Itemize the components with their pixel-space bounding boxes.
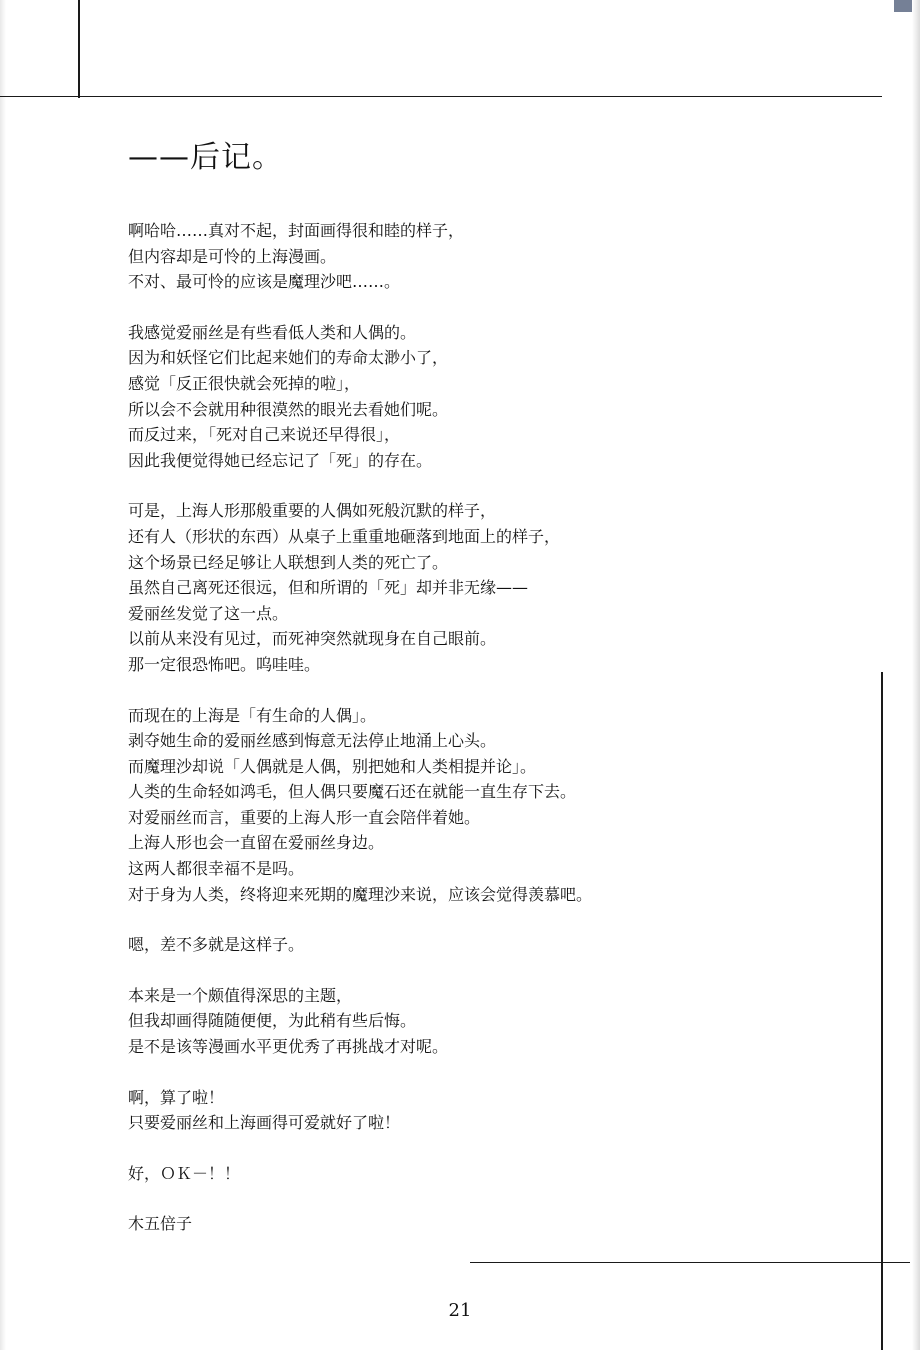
page-edge-right (912, 0, 920, 1350)
text-line: 所以会不会就用种很漠然的眼光去看她们呢。 (128, 399, 449, 419)
page-title: ——后记。 (128, 140, 283, 175)
text-line: 可是，上海人形那般重要的人偶如死般沉默的样子， (128, 501, 497, 521)
text-line: 而反过来，「死对自己来说还早得很」， (128, 425, 401, 445)
text-line: 木五倍子 (128, 1214, 193, 1234)
paragraph (128, 1085, 848, 1136)
text-line: 啊哈哈……真对不起，封面画得很和睦的样子， (128, 221, 465, 240)
paragraph (128, 1161, 848, 1187)
frame-line-top-vertical (78, 0, 80, 98)
paragraph (128, 983, 848, 1060)
text-line: 而魔理沙却说「人偶就是人偶，别把她和人类相提并论」。 (128, 756, 537, 776)
text-line: 不对、最可怜的应该是魔理沙吧……。 (128, 272, 401, 292)
text-line: 虽然自己离死还很远，但和所谓的「死」却并非无缘—— (128, 578, 529, 598)
text-line: 剥夺她生命的爱丽丝感到悔意无法停止地涌上心头。 (128, 731, 497, 751)
paragraph (128, 320, 848, 474)
paragraph (128, 218, 848, 295)
paragraph (128, 932, 848, 958)
text-line: 但内容却是可怜的上海漫画。 (128, 246, 337, 266)
author-signature (128, 1211, 848, 1237)
text-line: 我感觉爱丽丝是有些看低人类和人偶的。 (128, 322, 417, 342)
paragraph (128, 498, 848, 677)
text-line: 这个场景已经足够让人联想到人类的死亡了。 (128, 552, 449, 572)
text-line: 嗯，差不多就是这样子。 (128, 935, 305, 955)
text-line: 还有人（形状的东西）从桌子上重重地砸落到地面上的样子， (128, 526, 561, 546)
text-line: 以前从来没有见过，而死神突然就现身在自己眼前。 (128, 629, 497, 649)
text-line: 那一定很恐怖吧。呜哇哇。 (128, 654, 321, 674)
text-line: 对于身为人类，终将迎来死期的魔理沙来说，应该会觉得羡慕吧。 (128, 884, 593, 904)
afterword-content (128, 136, 848, 1262)
text-line: 因为和妖怪它们比起来她们的寿命太渺小了， (128, 348, 449, 368)
paragraph-list (128, 218, 848, 1237)
text-line: 这两人都很幸福不是吗。 (128, 859, 305, 879)
text-line: 本来是一个颇值得深思的主题， (128, 985, 353, 1005)
text-line: 对爱丽丝而言，重要的上海人形一直会陪伴着她。 (128, 807, 481, 827)
text-line: 上海人形也会一直留在爱丽丝身边。 (128, 833, 385, 853)
page-number: 21 (448, 1300, 472, 1321)
text-line: 而现在的上海是「有生命的人偶」。 (128, 705, 377, 725)
frame-line-bottom-horizontal (470, 1262, 910, 1263)
corner-mark (894, 0, 912, 12)
frame-line-top-horizontal (0, 96, 882, 97)
text-line: 人类的生命轻如鸿毛，但人偶只要魔石还在就能一直生存下去。 (128, 782, 577, 802)
text-line: 感觉「反正很快就会死掉的啦」， (128, 373, 361, 393)
text-line: 只要爱丽丝和上海画得可爱就好了啦！ (128, 1113, 401, 1133)
frame-line-right-vertical (881, 672, 883, 1350)
text-line: 因此我便觉得她已经忘记了「死」的存在。 (128, 450, 433, 470)
text-line: 但我却画得随随便便，为此稍有些后悔。 (128, 1011, 417, 1031)
page-edge-left (0, 0, 6, 1350)
paragraph (128, 703, 848, 908)
text-line: 啊，算了啦！ (128, 1087, 225, 1107)
text-line: 是不是该等漫画水平更优秀了再挑战才对呢。 (128, 1037, 449, 1057)
text-line: 爱丽丝发觉了这一点。 (128, 603, 289, 623)
text-line: 好，ＯＫ－！！ (128, 1163, 241, 1183)
